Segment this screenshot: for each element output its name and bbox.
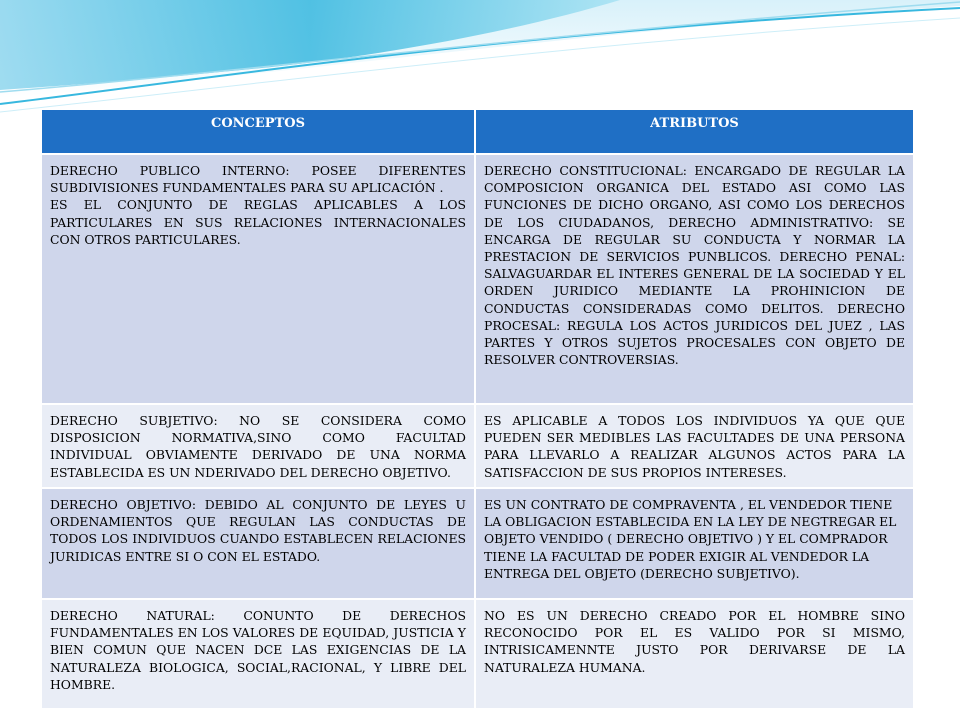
concepto-cell: DERECHO OBJETIVO: DEBIDO AL CONJUNTO DE LEYES U ORDENAMIENTOS QUE REGULAN LAS CONDUCTAS DE TODOS LOS INDIVIDUOS CUANDO ESTABLECEN RELACIONES JURIDICAS ENTRE SI O CON EL ESTADO. [42,488,475,599]
table-row [42,404,913,488]
header-atributos: ATRIBUTOS [475,110,913,154]
concepto-cell: DERECHO SUBJETIVO: NO SE CONSIDERA COMO DISPOSICION NORMATIVA,SINO COMO FACULTAD INDIVIDUAL OBVIAMENTE DERIVADO DE UNA NORMA ESTABLECIDA ES UN NDERIVADO DEL DERECHO OBJETIVO. [42,404,475,488]
concepts-table [42,110,913,710]
table-row [42,488,913,599]
table-row [42,154,913,404]
concepto-cell: DERECHO PUBLICO INTERNO: POSEE DIFERENTES SUBDIVISIONES FUNDAMENTALES PARA SU APLICACIÓN . ES EL CONJUNTO DE REGLAS APLICABLES A LOS PARTICULARES EN SUS RELACIONES INTERNACIONALES CON OTROS PARTICULARES. [42,154,475,404]
atributo-cell: ES APLICABLE A TODOS LOS INDIVIDUOS YA QUE QUE PUEDEN SER MEDIBLES LAS FACULTADES DE UNA PERSONA PARA LLEVARLO A REALIZAR ALGUNOS ACTOS PARA LA SATISFACCION DE SUS PROPIOS INTERESES. [475,404,913,488]
header-conceptos: CONCEPTOS [42,110,475,154]
atributo-cell: DERECHO CONSTITUCIONAL: ENCARGADO DE REGULAR LA COMPOSICION ORGANICA DEL ESTADO ASI COMO LAS FUNCIONES DE DICHO ORGANO, ASI COMO LOS DERECHOS DE LOS CIUDADANOS, DERECHO ADMINISTRATIVO: SE ENCARGA DE REGULAR SU CONDUCTA Y NORMAR LA PRESTACION DE SERVICIOS PUNBLICOS. DERECHO PENAL: SALVAGUARDAR EL INTERES GENERAL DE LA SOCIEDAD Y EL ORDEN JURIDICO MEDIANTE LA PROHINICION DE CONDUCTAS CONSIDERADAS COMO DELITOS. DERECHO PROCESAL: REGULA LOS ACTOS JURIDICOS DEL JUEZ , LAS PARTES Y OTROS SUJETOS PROCESALES CON OBJETO DE RESOLVER CONTROVERSIAS. [475,154,913,404]
atributo-cell: ES UN CONTRATO DE COMPRAVENTA , EL VENDEDOR TIENE LA OBLIGACION ESTABLECIDA EN LA LEY DE NEGTREGAR EL OBJETO VENDIDO ( DERECHO OBJETIVO ) Y EL COMPRADOR TIENE LA FACULTAD DE PODER EXIGIR AL VENDEDOR LA ENTREGA DEL OBJETO (DERECHO SUBJETIVO). [475,488,913,599]
concepto-cell: DERECHO NATURAL: CONUNTO DE DERECHOS FUNDAMENTALES EN LOS VALORES DE EQUIDAD, JUSTICIA Y BIEN COMUN QUE NACEN DCE LAS EXIGENCIAS DE LA NATURALEZA BIOLOGICA, SOCIAL,RACIONAL, Y LIBRE DEL HOMBRE. [42,599,475,709]
atributo-cell: NO ES UN DERECHO CREADO POR EL HOMBRE SINO RECONOCIDO POR EL ES VALIDO POR SI MISMO, INTRISICAMENNTE JUSTO POR DERIVARSE DE LA NATURALEZA HUMANA. [475,599,913,709]
wave-band-main [0,0,620,90]
table-row [42,599,913,709]
decorative-wave-banner [0,0,960,120]
table-header-row [42,110,913,154]
concepts-table-container [42,110,913,710]
